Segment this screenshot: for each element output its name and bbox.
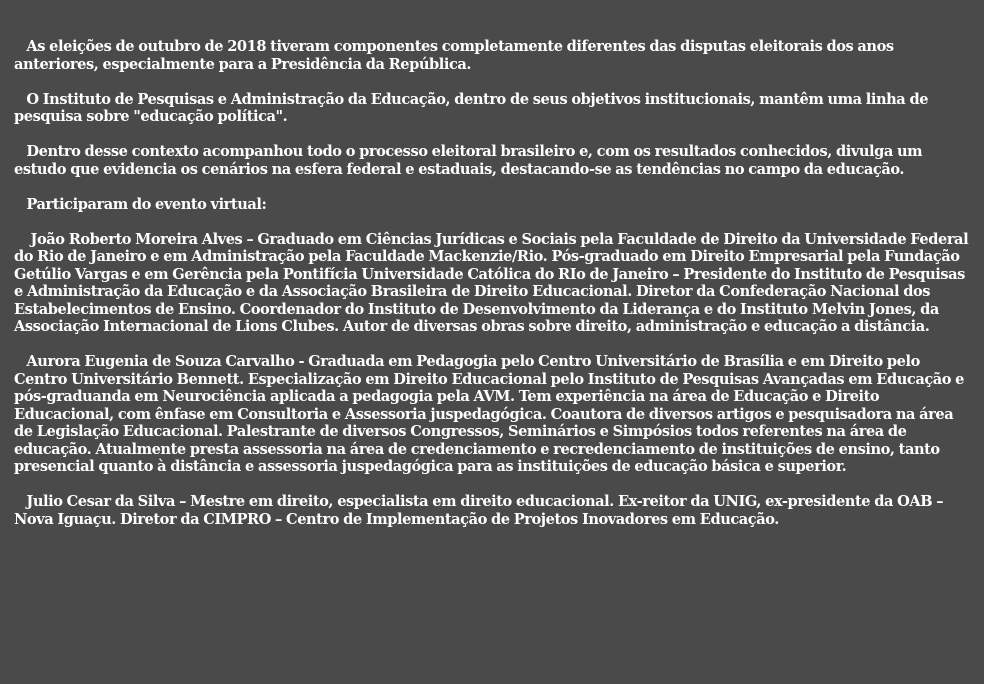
paragraph-bio-julio-cesar: Julio Cesar da Silva – Mestre em direito, especialista em direito educacional. Ex-reitor da UNIG, ex-presidente da OAB – Nova Iguaçu. Diretor da CIMPRO – Centro de Implementação de Projetos Inovadores em Educação. — [14, 493, 948, 528]
paragraph-institute: O Instituto de Pesquisas e Administração da Educação, dentro de seus objetivos institucionais, mantêm uma linha de pesquisa sobre "educação política". — [14, 90, 933, 125]
paragraph-bio-joao-roberto: João Roberto Moreira Alves – Graduado em Ciências Jurídicas e Sociais pela Faculdade de Direito da Universidade Federal do Rio de Janeiro e em Administração pela Faculdade Mackenzie/Rio. Pós-graduado em Direito Empresarial pela Fundação Getúlio Vargas e em Gerência pela Pontifícia Universidade Católica do RIo de Janeiro – Presidente do Instituto de Pesquisas e Administração da Educação e da Associação Brasileira de Direito Educacional. Diretor da Confederação Nacional dos Estabelecimentos de Ensino. Coordenador do Instituto de Desenvolvimento da Liderança e do Instituto Melvin Jones, da Associação Internacional de Lions Clubes. Autor de diversas obras sobre direito, administração e educação a distância. — [14, 230, 973, 335]
paragraph-bio-aurora: Aurora Eugenia de Souza Carvalho - Graduada em Pedagogia pelo Centro Universitário de Brasília e em Direito pelo Centro Universitário Bennett. Especialização em Direito Educacional pelo Instituto de Pesquisas Avançadas em Educação e pós-graduanda em Neurociência aplicada a pedagogia pela AVM. Tem experiência na área de Educação e Direito Educacional, com ênfase em Consultoria e Assessoria juspedagógica. Coautora de diversos artigos e pesquisadora na área de Legislação Educacional. Palestrante de diversos Congressos, Seminários e Simpósios todos referentes na área de educação. Atualmente presta assessoria na área de credenciamento e recredenciamento de instituições de ensino, tanto presencial quanto à distância e assessoria juspedagógica para as instituições de educação básica e superior. — [14, 353, 969, 475]
paragraph-context: Dentro desse contexto acompanhou todo o processo eleitoral brasileiro e, com os resultados conhecidos, divulga um estudo que evidencia os cenários na esfera federal e estaduais, destacando-se as tendências no campo da educação. — [14, 143, 927, 178]
paragraph-participants-heading: Participaram do evento virtual: — [14, 195, 267, 213]
paragraph-intro: As eleições de outubro de 2018 tiveram componentes completamente diferentes das disputas eleitorais dos anos anteriores, especialmente para a Presidência da República. — [14, 38, 898, 73]
